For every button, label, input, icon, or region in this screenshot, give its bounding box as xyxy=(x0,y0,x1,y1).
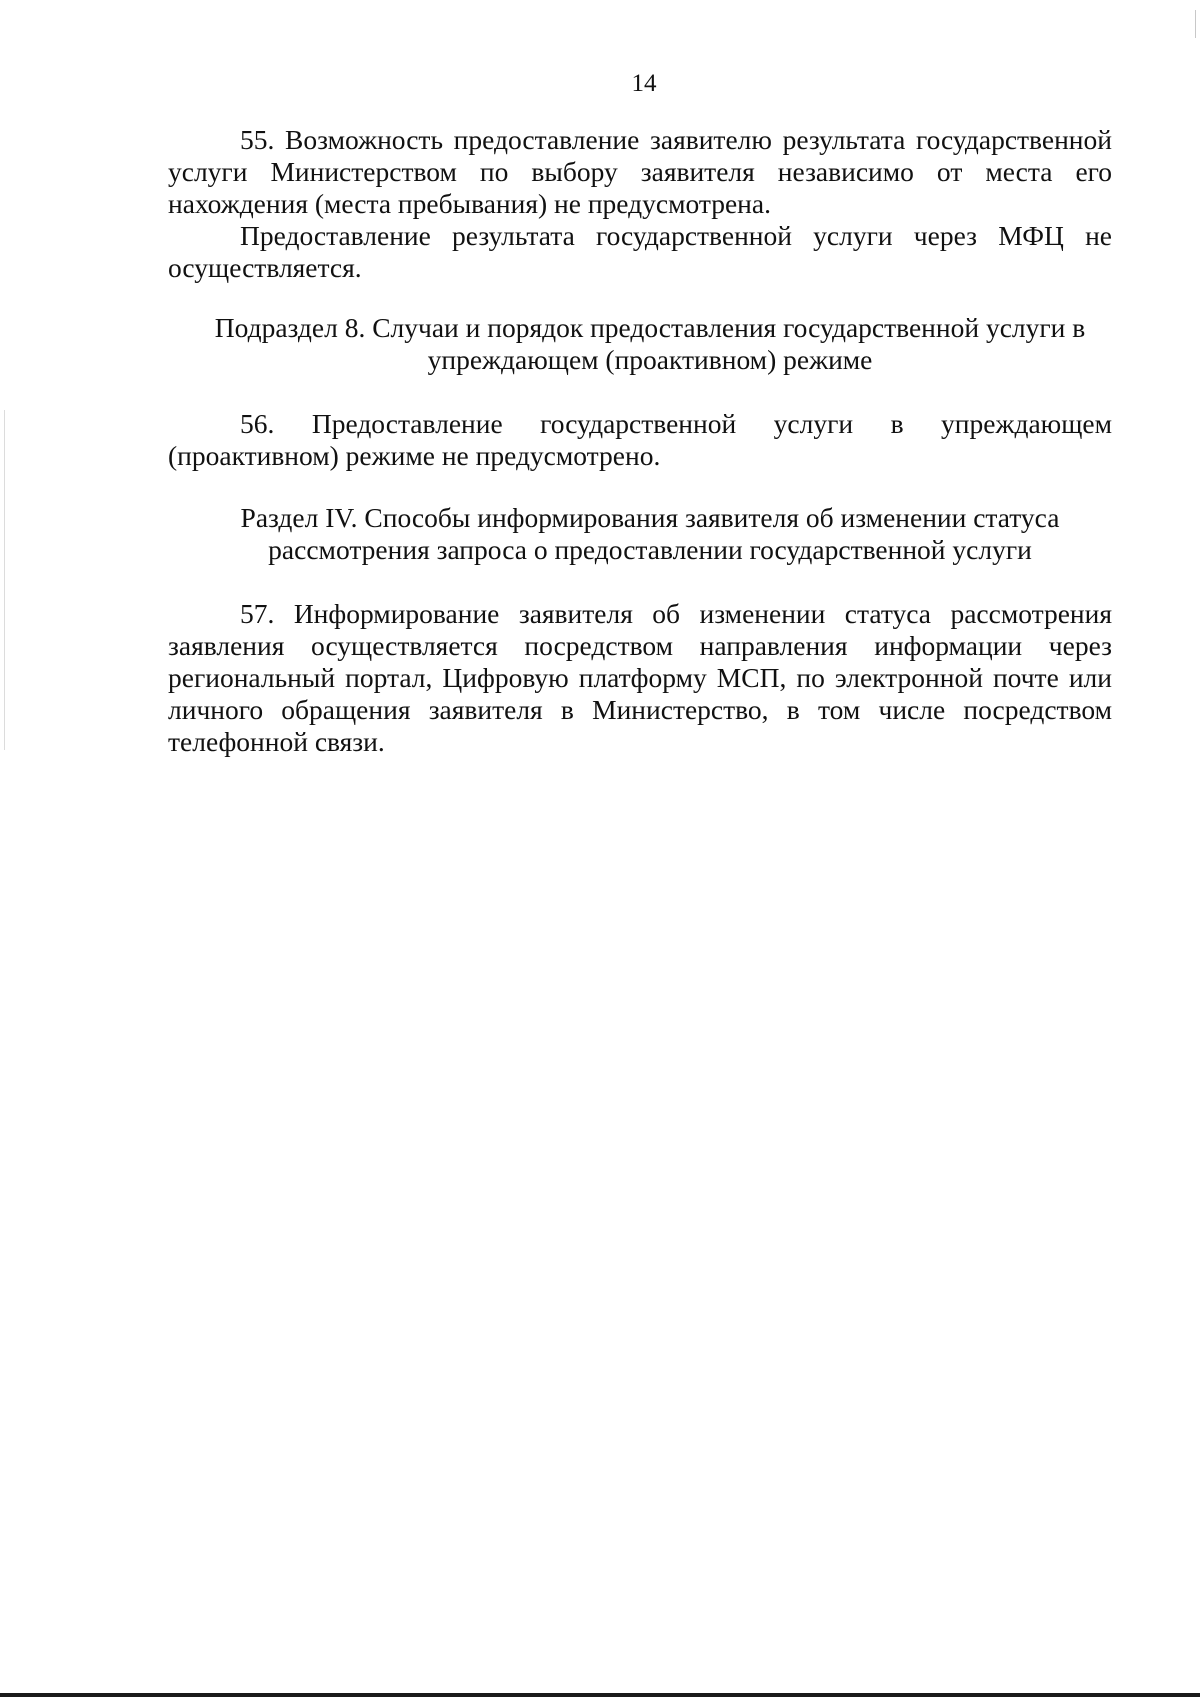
section-iv-heading-line-1: Раздел IV. Способы информирования заявителя об изменении статуса xyxy=(240,502,1060,533)
paragraph-57: 57. Информирование заявителя об изменении статуса рассмотрения заявления осуществляется посредством направления информации через региональный портал, Цифровую платформу МСП, по электронной почте или личного обращения заявителя в Министерство, в том числе посредством телефонной связи. xyxy=(168,598,1112,757)
spacer xyxy=(168,472,1112,502)
paragraph-55: 55. Возможность предоставление заявителю результата государственной услуги Министерством по выбору заявителя независимо от места его нахождения (места пребывания) не предусмотрена. xyxy=(168,124,1112,219)
document-body xyxy=(168,124,1112,758)
scan-edge-mark-right xyxy=(1195,10,1196,38)
section-iv-heading-line-2: рассмотрения запроса о предоставлении государственной услуги xyxy=(268,534,1032,565)
spacer xyxy=(168,376,1112,408)
scan-edge-mark-left xyxy=(4,410,5,750)
section-iv-heading xyxy=(168,502,1112,566)
page-number: 14 xyxy=(631,70,657,97)
subsection-8-heading-line-2: упреждающем (проактивном) режиме xyxy=(427,344,873,375)
paragraph-55-continued: Предоставление результата государственной услуги через МФЦ не осуществляется. xyxy=(168,220,1112,283)
spacer xyxy=(168,566,1112,598)
subsection-8-heading-line-1: Подраздел 8. Случаи и порядок предоставления государственной услуги в xyxy=(214,312,1086,343)
subsection-8-heading xyxy=(168,312,1112,376)
scan-edge-bottom xyxy=(0,1693,1200,1697)
spacer xyxy=(168,284,1112,312)
paragraph-56: 56. Предоставление государственной услуги в упреждающем (проактивном) режиме не предусмотрено. xyxy=(168,408,1112,471)
